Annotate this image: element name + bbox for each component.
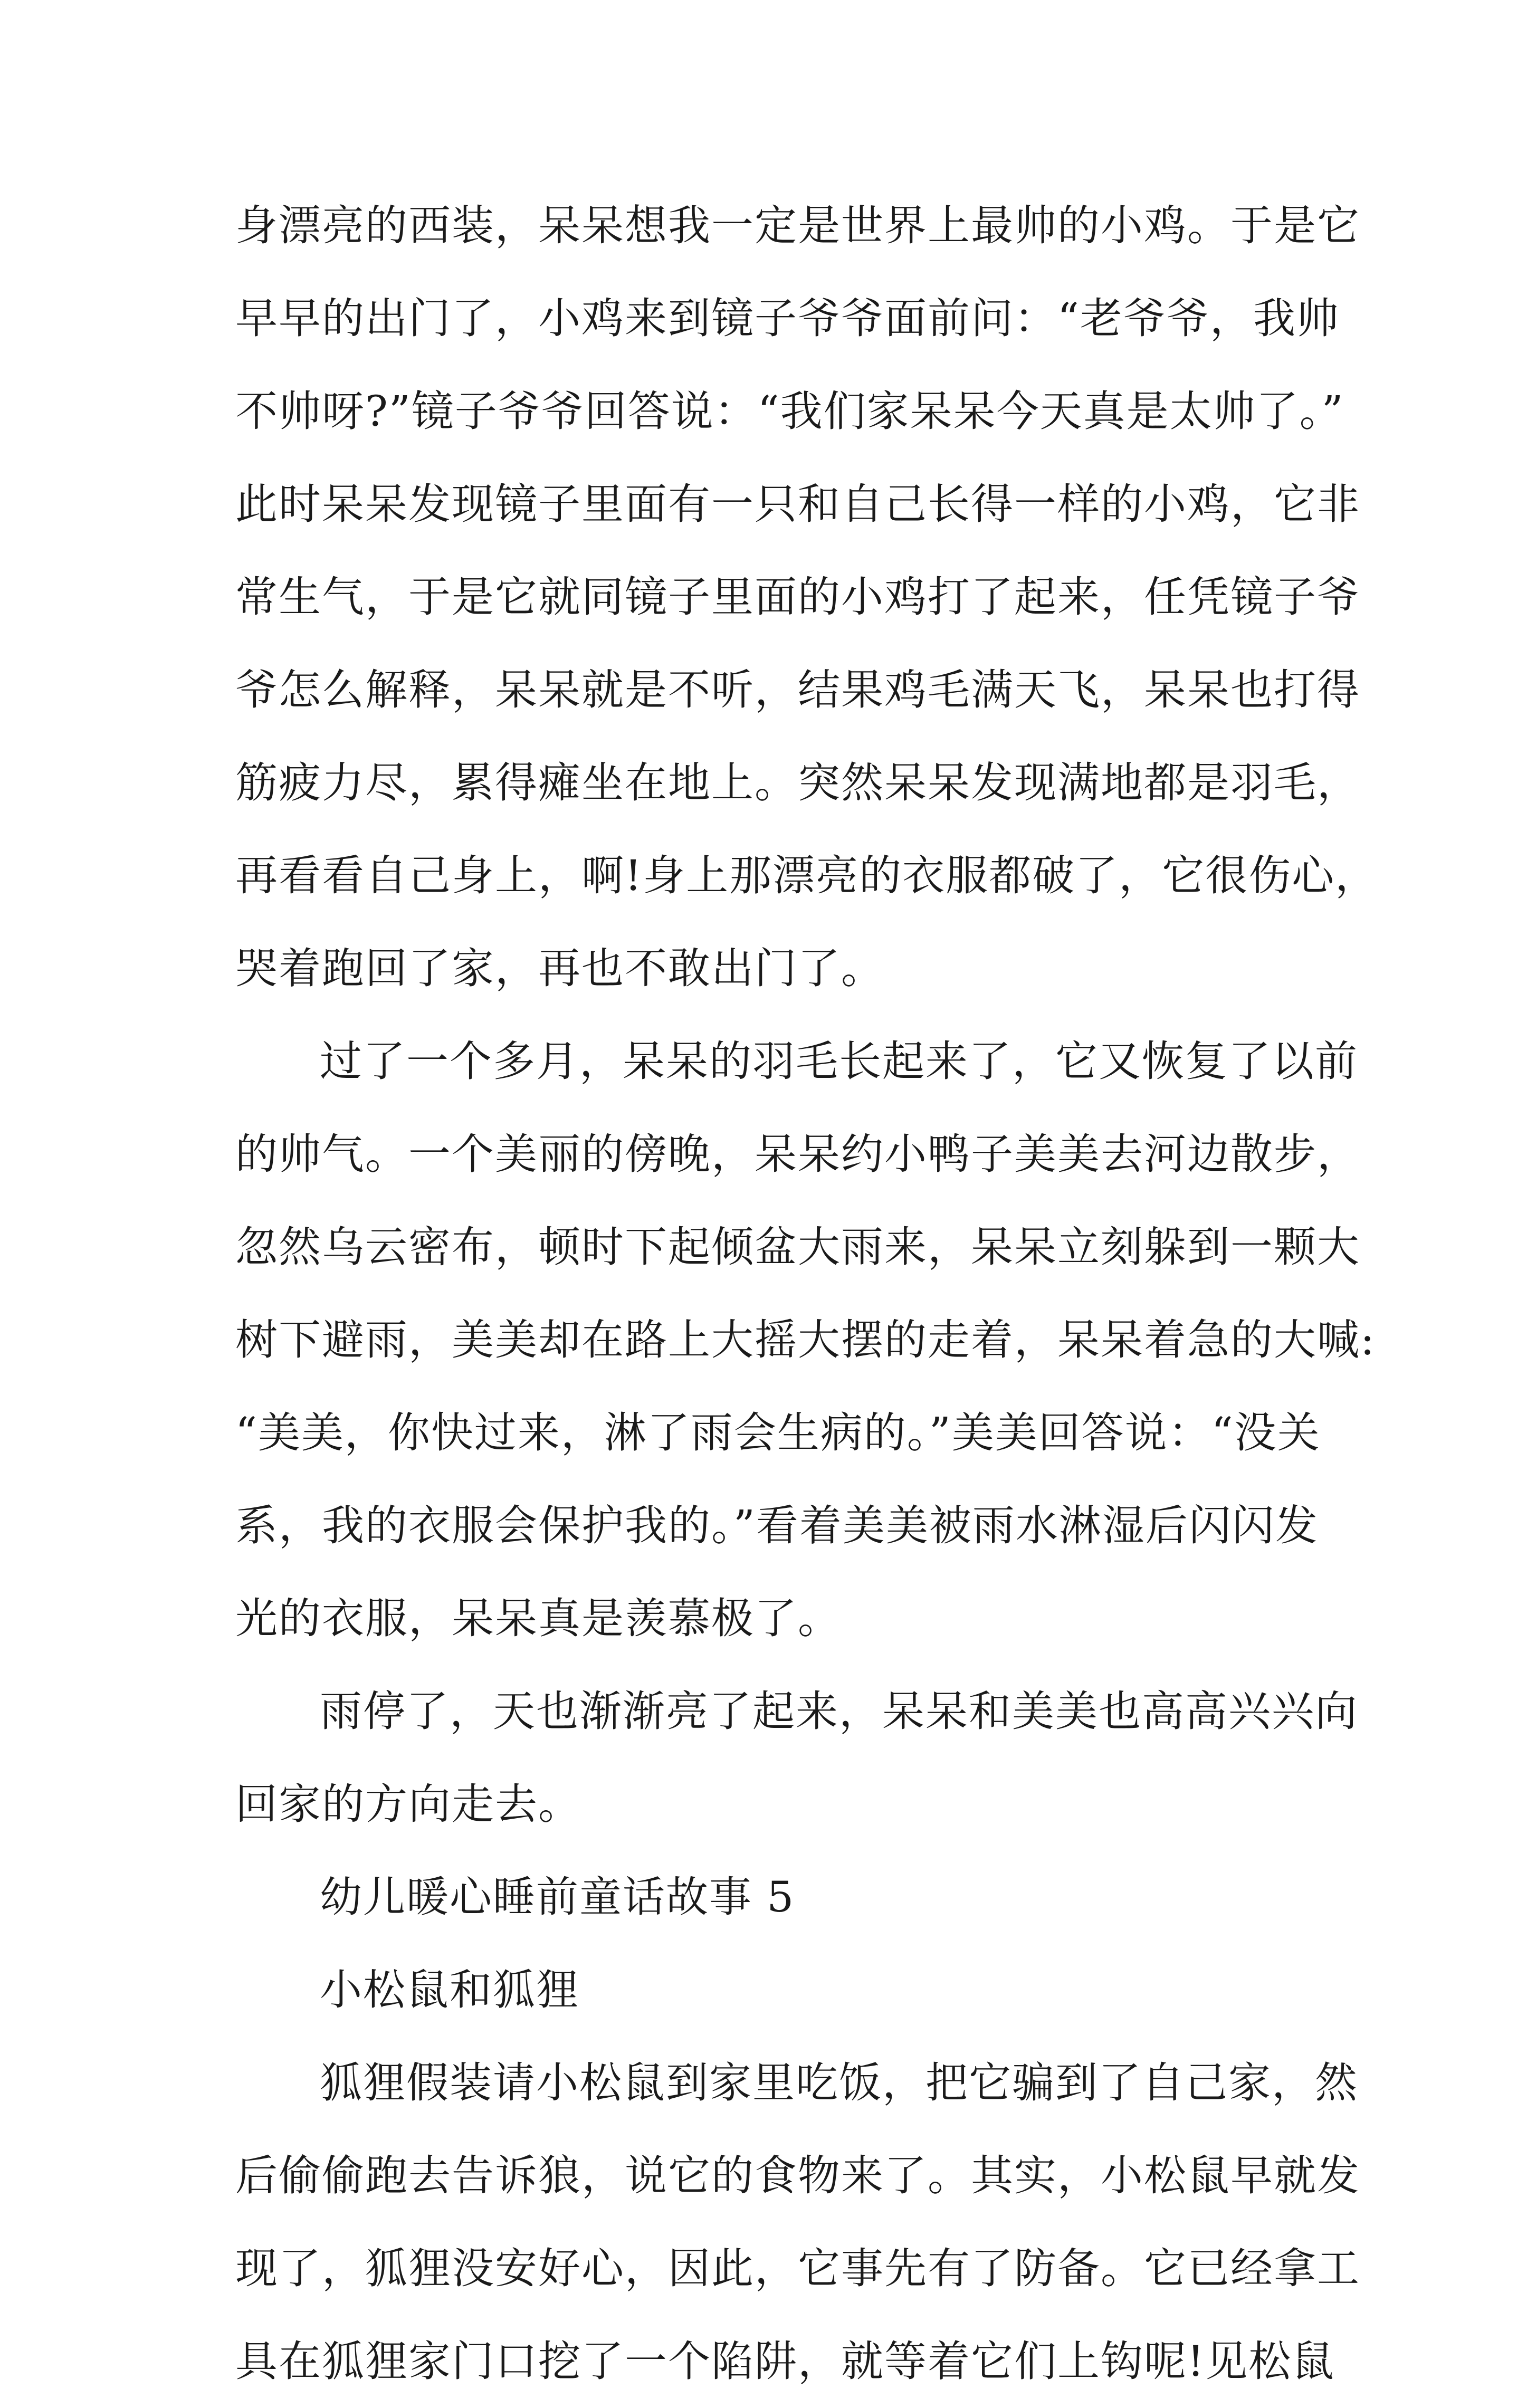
text-line: 常生气，于是它就同镜子里面的小鸡打了起来，任凭镜子爷 — [235, 572, 1360, 622]
text-line: 此时呆呆发现镜子里面有一只和自己长得一样的小鸡，它非 — [235, 480, 1360, 529]
text-line: 回家的方向走去。 — [235, 1780, 581, 1829]
text-line: 现了，狐狸没安好心，因此，它事先有了防备。它已经拿工 — [235, 2244, 1360, 2293]
text-line: 后偷偷跑去告诉狼，说它的食物来了。其实，小松鼠早就发 — [235, 2151, 1360, 2200]
text-line: 爷怎么解释，呆呆就是不听，结果鸡毛满天飞，呆呆也打得 — [235, 665, 1360, 714]
section-heading: 幼儿暖心睡前童话故事 5 — [320, 1872, 795, 1922]
text-line: 再看看自己身上，啊!身上那漂亮的衣服都破了，它很伤心， — [235, 851, 1379, 900]
text-line: 不帅呀?”镜子爷爷回答说：“我们家呆呆今天真是太帅了。” — [235, 387, 1344, 436]
text-line: 树下避雨，美美却在路上大摇大摆的走着，呆呆着急的大喊: — [235, 1315, 1376, 1364]
text-line: 忽然乌云密布，顿时下起倾盆大雨来，呆呆立刻躲到一颗大 — [235, 1222, 1360, 1272]
paragraph-start-line: 过了一个多月，呆呆的羽毛长起来了，它又恢复了以前 — [320, 1037, 1358, 1086]
text-line: 早早的出门了，小鸡来到镜子爷爷面前问：“老爷爷，我帅 — [235, 294, 1340, 343]
text-line: 光的衣服，呆呆真是羡慕极了。 — [235, 1594, 841, 1643]
paragraph-start-line: 狐狸假装请小松鼠到家里吃饭，把它骗到了自己家，然 — [320, 2058, 1358, 2107]
text-line: 身漂亮的西装，呆呆想我一定是世界上最帅的小鸡。于是它 — [235, 201, 1360, 250]
story-text — [235, 179, 1379, 2408]
paragraph-start-line: 雨停了，天也渐渐亮了起来，呆呆和美美也高高兴兴向 — [320, 1687, 1358, 1736]
story-title: 小松鼠和狐狸 — [320, 1965, 579, 2014]
text-line: “美美，你快过来，淋了雨会生病的。”美美回答说：“没关 — [235, 1408, 1321, 1457]
text-line: 哭着跑回了家，再也不敢出门了。 — [235, 944, 884, 993]
text-line: 筋疲力尽，累得瘫坐在地上。突然呆呆发现满地都是羽毛， — [235, 758, 1360, 807]
text-line: 具在狐狸家门口挖了一个陷阱，就等着它们上钩呢!见松鼠 — [235, 2337, 1335, 2386]
text-line: 系，我的衣服会保护我的。”看着美美被雨水淋湿后闪闪发 — [235, 1501, 1319, 1550]
text-line: 的帅气。一个美丽的傍晚，呆呆约小鸭子美美去河边散步， — [235, 1130, 1360, 1179]
